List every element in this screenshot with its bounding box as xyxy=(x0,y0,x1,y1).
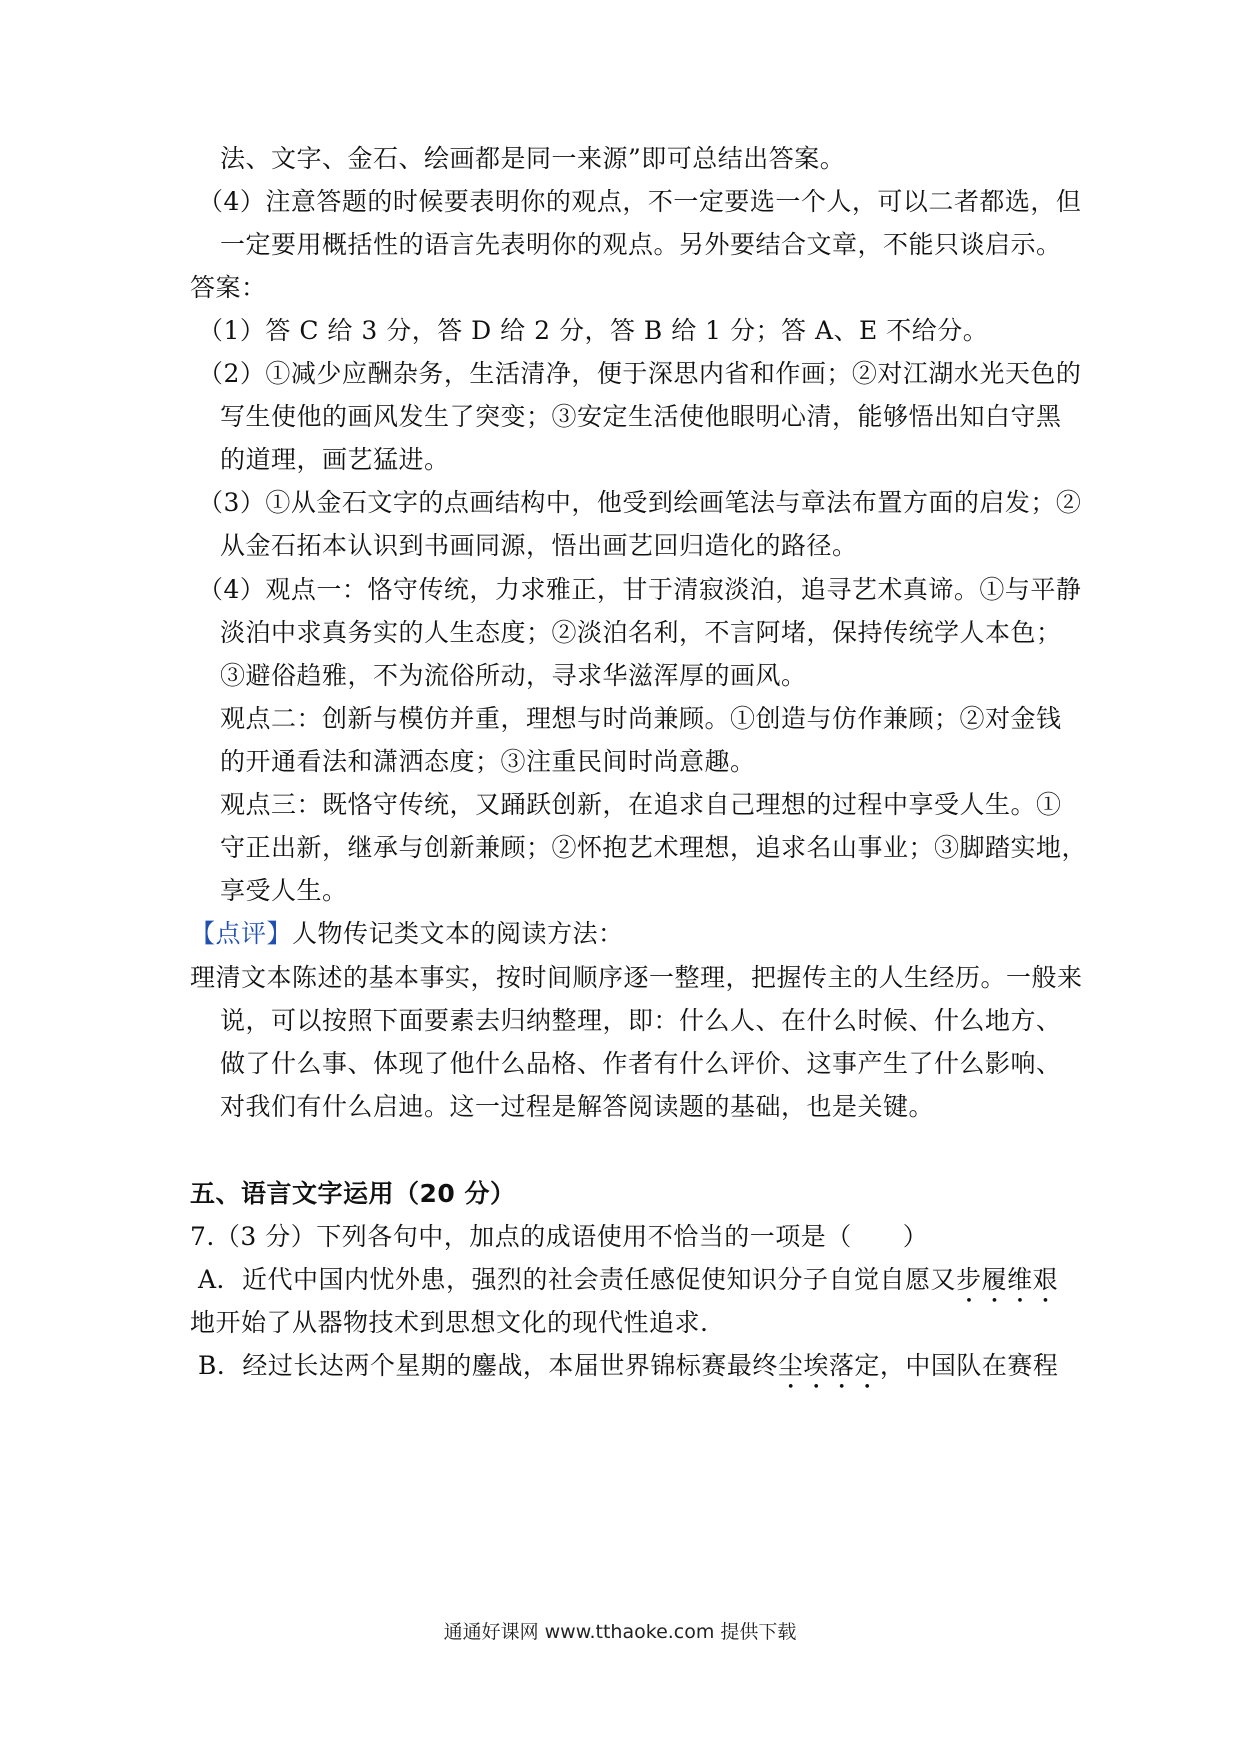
text-line: 一定要用概括性的语言先表明你的观点。另外要结合文章，不能只谈启示。 xyxy=(220,230,1062,259)
text-line: 的开通看法和潇洒态度；③注重民间时尚意趣。 xyxy=(220,747,756,776)
text-line: 理清文本陈述的基本事实，按时间顺序逐一整理，把握传主的人生经历。一般来 xyxy=(190,963,1083,992)
option-a xyxy=(198,1263,1058,1309)
text-line: 的道理，画艺猛进。 xyxy=(220,445,450,474)
text-line: 对我们有什么启迪。这一过程是解答阅读题的基础，也是关键。 xyxy=(220,1092,935,1121)
comment-text: 人物传记类文本的阅读方法： xyxy=(292,919,624,948)
answer-item-1: （1）答 C 给 3 分，答 D 给 2 分，答 B 给 1 分；答 A、E 不给分。 xyxy=(198,316,989,345)
text-line: 享受人生。 xyxy=(220,876,348,905)
question-7: 7.（3 分）下列各句中，加点的成语使用不恰当的一项是（ ） xyxy=(190,1222,929,1251)
text-line: 做了什么事、体现了他什么品格、作者有什么评价、这事产生了什么影响、 xyxy=(220,1049,1062,1078)
text-line: 守正出新，继承与创新兼顾；②怀抱艺术理想，追求名山事业；③脚踏实地， xyxy=(220,833,1088,862)
option-b-text-end: ，中国队在赛程 xyxy=(879,1351,1059,1380)
text-line: 说，可以按照下面要素去归纳整理，即：什么人、在什么时候、什么地方、 xyxy=(220,1006,1062,1035)
viewpoint-2: 观点二：创新与模仿并重，理想与时尚兼顾。①创造与仿作兼顾；②对金钱 xyxy=(220,704,1062,733)
option-b-idiom: 尘埃落定 xyxy=(777,1351,880,1380)
answer-label: 答案： xyxy=(190,273,267,302)
text-line: 从金石拓本认识到书画同源，悟出画艺回归造化的路径。 xyxy=(220,531,858,560)
answer-item-2: （2）①减少应酬杂务，生活清净，便于深思内省和作画；②对江湖水光天色的 xyxy=(198,359,1082,388)
page-footer: 通通好课网 www.tthaoke.com 提供下载 xyxy=(443,1621,797,1643)
text-line: 写生使他的画风发生了突变；③安定生活使他眼明心清，能够悟出知白守黑 xyxy=(220,402,1062,431)
option-b-text: B．经过长达两个星期的鏖战，本届世界锦标赛最终 xyxy=(198,1351,778,1380)
section-heading: 五、语言文字运用（20 分） xyxy=(190,1179,516,1208)
comment-line xyxy=(190,917,624,951)
answer-item-3: （3）①从金石文字的点画结构中，他受到绘画笔法与章法布置方面的启发；② xyxy=(198,488,1082,517)
text-line: 地开始了从器物技术到思想文化的现代性追求. xyxy=(190,1308,709,1337)
text-line: 淡泊中求真务实的人生态度；②淡泊名利，不言阿堵，保持传统学人本色； xyxy=(220,618,1062,647)
viewpoint-3: 观点三：既恪守传统，又踊跃创新，在追求自己理想的过程中享受人生。① xyxy=(220,790,1062,819)
answer-item-4: （4）观点一：恪守传统，力求雅正，甘于清寂淡泊，追寻艺术真谛。①与平静 xyxy=(198,575,1082,604)
text-line: 法、文字、金石、绘画都是同一来源”即可总结出答案。 xyxy=(220,144,846,173)
comment-tag: 【点评】 xyxy=(190,919,293,948)
option-a-idiom: 步履维艰 xyxy=(956,1265,1059,1294)
text-line: （4）注意答题的时候要表明你的观点，不一定要选一个人，可以二者都选，但 xyxy=(198,187,1082,216)
option-a-text: A．近代中国内忧外患，强烈的社会责任感促使知识分子自觉自愿又 xyxy=(198,1265,957,1294)
text-line: ③避俗趋雅，不为流俗所动，寻求华滋浑厚的画风。 xyxy=(220,661,807,690)
option-b xyxy=(198,1349,1058,1395)
